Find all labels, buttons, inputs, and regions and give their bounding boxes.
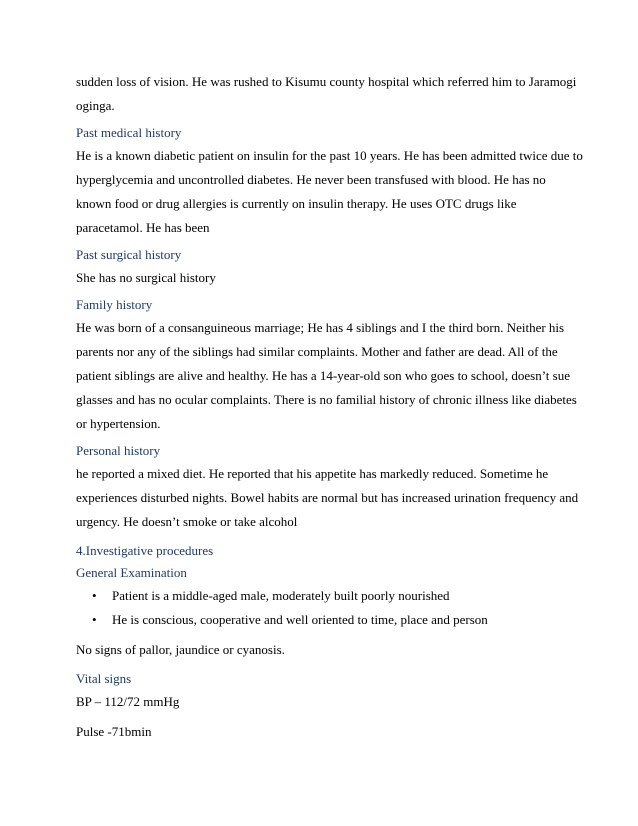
section-heading-investigative-procedures: 4.Investigative procedures [76, 543, 214, 558]
past-medical-history-paragraph [76, 144, 583, 240]
intro-paragraph [76, 70, 576, 118]
section-heading-personal-history: Personal history [76, 443, 161, 458]
past-surgical-history-paragraph [76, 266, 576, 290]
text-line: parents nor any of the siblings had similar complaints. Mother and father are dead. All of the [76, 344, 558, 359]
text-line: oginga. [76, 98, 115, 113]
section-heading-past-medical-history: Past medical history [76, 125, 182, 140]
document-page [76, 70, 583, 744]
text-line: hyperglycemia and uncontrolled diabetes. He never been transfused with blood. He has no [76, 172, 546, 187]
bullet-icon: • [92, 612, 97, 627]
text-line: or hypertension. [76, 416, 161, 431]
text-line: paracetamol. He has been [76, 220, 210, 235]
list-item [76, 584, 576, 608]
section-heading-past-surgical-history: Past surgical history [76, 247, 182, 262]
text-line: he reported a mixed diet. He reported that his appetite has markedly reduced. Sometime he [76, 466, 549, 481]
general-examination-note: No signs of pallor, jaundice or cyanosis. [76, 642, 285, 657]
text-line: glasses and has no ocular complaints. There is no familial history of chronic illness like diabetes [76, 392, 577, 407]
vital-pulse: Pulse -71bmin [76, 724, 152, 739]
family-history-paragraph [76, 316, 576, 436]
text-line: He is a known diabetic patient on insulin for the past 10 years. He has been admitted twice due to [76, 148, 583, 163]
text-line: known food or drug allergies is currently on insulin therapy. He uses OTC drugs like [76, 196, 517, 211]
section-heading-general-examination: General Examination [76, 565, 187, 580]
general-examination-list [76, 584, 576, 632]
personal-history-paragraph [76, 462, 579, 534]
list-item [76, 608, 576, 632]
bullet-icon: • [92, 588, 97, 603]
text-line: He was born of a consanguineous marriage; He has 4 siblings and I the third born. Neither his [76, 320, 565, 335]
text-line: She has no surgical history [76, 270, 216, 285]
text-line: patient siblings are alive and healthy. He has a 14-year-old son who goes to school, doesn’t sue [76, 368, 570, 383]
section-heading-vital-signs: Vital signs [76, 671, 132, 686]
list-item-text: Patient is a middle-aged male, moderately built poorly nourished [112, 588, 450, 603]
text-line: sudden loss of vision. He was rushed to Kisumu county hospital which referred him to Jaramogi [76, 74, 577, 89]
list-item-text: He is conscious, cooperative and well oriented to time, place and person [112, 612, 488, 627]
section-heading-family-history: Family history [76, 297, 153, 312]
vital-bp: BP – 112/72 mmHg [76, 694, 180, 709]
text-line: experiences disturbed nights. Bowel habits are normal but has increased urination frequency and [76, 490, 579, 505]
text-line: urgency. He doesn’t smoke or take alcohol [76, 514, 298, 529]
